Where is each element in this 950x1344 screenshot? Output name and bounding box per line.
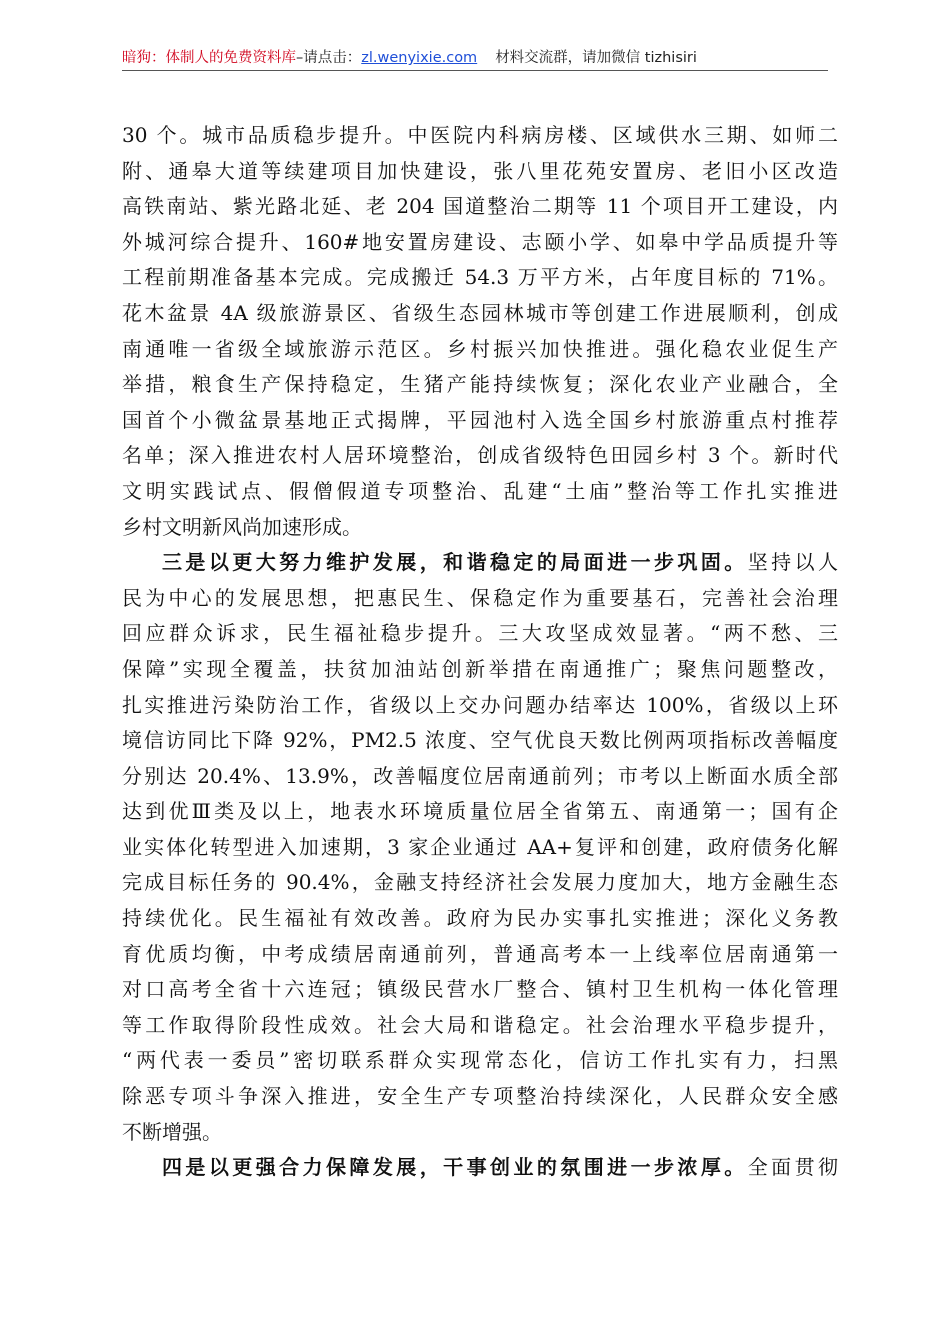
text-line: 业实体化转型进入加速期，3 家企业通过 AA+复评和创建，政府债务化解 [122,834,838,859]
text-line: 保障”实现全覆盖，扶贫加油站创新举措在南通推广；聚焦问题整改， [122,656,838,681]
text-line: 等工作取得阶段性成效。社会大局和谐稳定。社会治理水平稳步提升， [122,1012,838,1037]
text-line: 达到优Ⅲ类及以上，地表水环境质量位居全省第五、南通第一；国有企 [122,799,838,824]
document-body [122,118,838,1186]
header-brand: 暗狗：体制人的免费资料库 [122,50,296,66]
text-line: “两代表一委员”密切联系群众实现常态化，信访工作扎实有力，扫黑 [122,1048,838,1073]
text-line: 除恶专项斗争深入推进，安全生产专项整治持续深化，人民群众安全感 [122,1084,838,1109]
text-line: 南通唯一省级全域旅游示范区。乡村振兴加快推进。强化稳农业促生产 [122,336,838,361]
text-line: 分别达 20.4%、13.9%，改善幅度位居南通前列；市考以上断面水质全部 [122,763,838,788]
paragraph-lead-text: 坚持以人 [747,550,838,575]
text-line: 对口高考全省十六连冠；镇级民营水厂整合、镇村卫生机构一体化管理 [122,977,838,1002]
paragraph-lead-text: 全面贯彻 [747,1155,838,1180]
text-line: 不断增强。 [122,1119,222,1144]
header-link[interactable]: zl.wenyixie.com [361,50,478,66]
paragraph-2 [122,545,838,1150]
text-line: 境信访同比下降 92%，PM2.5 浓度、空气优良天数比例两项指标改善幅度 [122,728,838,753]
paragraph-1 [122,118,838,545]
text-line: 完成目标任务的 90.4%，金融支持经济社会发展力度加大，地方金融生态 [122,870,838,895]
text-line: 育优质均衡，中考成绩居南通前列，普通高考本一上线率位居南通第一 [122,941,838,966]
header-divider [122,70,828,71]
text-line: 名单；深入推进农村人居环境整治，创成省级特色田园乡村 3 个。新时代 [122,443,838,468]
header-prompt: –请点击： [296,50,362,66]
paragraph-heading: 四是以更强合力保障发展，干事创业的氛围进一步浓厚。 [162,1155,748,1180]
text-line: 30 个。城市品质稳步提升。中医院内科病房楼、区域供水三期、如师二 [122,123,838,147]
text-line: 附、通皋大道等续建项目加快建设，张八里花苑安置房、老旧小区改造 [122,158,838,183]
paragraph-heading: 三是以更大努力维护发展，和谐稳定的局面进一步巩固。 [162,550,748,575]
text-line: 国首个小微盆景基地正式揭牌，平园池村入选全国乡村旅游重点村推荐 [122,407,838,432]
text-line: 文明实践试点、假僧假道专项整治、乱建“土庙”整治等工作扎实推进 [122,478,838,503]
text-line: 外城河综合提升、160#地安置房建设、志颐小学、如皋中学品质提升等 [122,229,838,254]
paragraph-first-line [122,1150,838,1186]
text-line: 民为中心的发展思想，把惠民生、保稳定作为重要基石，完善社会治理 [122,585,838,610]
text-line: 乡村文明新风尚加速形成。 [122,514,362,539]
text-line: 持续优化。民生福祉有效改善。政府为民办实事扎实推进；深化义务教 [122,906,838,931]
header-contact: 材料交流群，请加微信 tizhisiri [495,50,697,66]
text-line: 回应群众诉求，民生福祉稳步提升。三大攻坚成效显著。“两不愁、三 [122,621,838,646]
paragraph-first-line [122,545,838,581]
paragraph-3 [122,1150,838,1186]
text-line: 工程前期准备基本完成。完成搬迁 54.3 万平方米，占年度目标的 71%。 [122,265,838,290]
text-line: 花木盆景 4A 级旅游景区、省级生态园林城市等创建工作进展顺利，创成 [122,300,838,325]
text-line: 举措，粮食生产保持稳定，生猪产能持续恢复；深化农业产业融合，全 [122,372,838,397]
text-line: 扎实推进污染防治工作，省级以上交办问题办结率达 100%，省级以上环 [122,692,838,717]
text-line: 高铁南站、紫光路北延、老 204 国道整治二期等 11 个项目开工建设，内 [122,194,838,219]
